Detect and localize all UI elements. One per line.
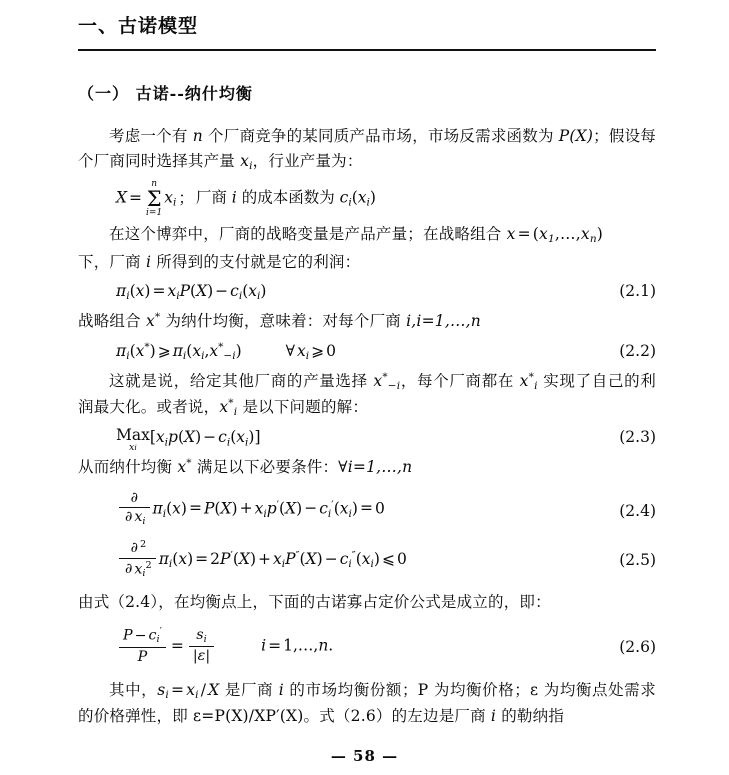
equation-2-2 [78, 339, 656, 365]
equation-2-5 [78, 540, 656, 580]
p1-text-d: ，行业产量为： [252, 152, 363, 171]
equation-2-1-number: (2.1) [619, 282, 656, 301]
equation-2-3-number: (2.3) [619, 428, 656, 447]
p7-text-b: 是厂商 [219, 681, 279, 699]
p4-text-d: 是以下问题的解： [237, 397, 369, 416]
p7-text-d: 的勒纳指 [496, 707, 565, 726]
paragraph-3: 战略组合 x* 为纳什均衡，意味着：对每个厂商 i,i=1,…,n [78, 311, 481, 331]
page-title: 一、古诺模型 [78, 15, 199, 37]
p4-text-b: ，每个厂商都在 [400, 371, 520, 390]
p1-text-c: ；假设每个厂商同时选择其产量 [78, 127, 656, 171]
p3-text-a: 战略组合 [78, 312, 146, 331]
p2-text-a: 在这个博弈中，厂商的战略变量是产品产量；在战略组合 [109, 225, 507, 244]
equation-2-4-body: $\frac{\partial}{\partial x_i}$ $\pi_i(x) = P(X) + x_ip'(X) - c_i'(x_i) = 0$ [116, 491, 385, 528]
equation-2-6-number: (2.6) [619, 638, 656, 657]
paragraph-6: 由式（2.4），在均衡点上，下面的古诺寡占定价公式是成立的，即： [78, 593, 551, 612]
equation-2-6 [78, 627, 656, 666]
paragraph-2: 在这个博弈中，厂商的战略变量是产品产量；在战略组合 $x = (x_1,\dots,x_n)$ [109, 225, 604, 246]
max-operator: Max xi [116, 426, 150, 454]
page-content [78, 12, 656, 731]
inline-xi: x [240, 152, 250, 171]
equation-2-1-body: $\pi_i(x) = x_iP(X) - c_i(x_i)$ [116, 282, 267, 303]
summation-symbol: n Σ i=1 [146, 179, 163, 219]
share-elasticity-fraction: $\frac{s_i}{|\varepsilon|}$ [189, 627, 214, 664]
p7-text-c: 的市场均衡份额；P 为均衡价格；ε 为均衡点处需求的价格弹性，即 ε=P(X)/XP′(X)。式（2.6）的左边是厂商 [78, 681, 656, 726]
page-number: — 58 — [330, 747, 399, 765]
inline-px: P(X) [558, 127, 594, 146]
var-n: n [192, 127, 203, 146]
equation-2-4 [78, 491, 656, 528]
p1-text-b: 个厂商竞争的某同质产品市场，市场反需求函数为 [202, 127, 559, 146]
equation-2-6-body: $\frac{P - c_i'}{P}$ = $\frac{s_i}{|\varepsilon|}$ i = 1,…,n. [116, 627, 333, 666]
p5-text-a: 从而纳什均衡 [78, 458, 178, 477]
paragraph-7: 其中，$s_i = x_i / X$ 是厂商 i 的市场均衡份额；P 为均衡价格；ε 为均衡点处需求的价格弹性，即 ε=P(X)/XP′(X)。式（2.6）的左边是厂商 i 的勒纳指 [78, 681, 656, 726]
p4-text-a: 这就是说，给定其他厂商的产量选择 [109, 371, 374, 390]
inline-xi-sub: i [249, 160, 253, 173]
equation-2-2-body: $\pi_i(x^*)$ ⩾ $\pi_i(x_i,x^*_{-i})$ ∀ $x_i$ ⩾ 0 [116, 340, 337, 362]
equation-2-3-body: Max xi $[x_ip(X) - c_i(x_i)]$ [116, 426, 261, 454]
partial-derivative-2: $\frac{\partial ^2}{\partial x_i^2}$ [119, 539, 156, 579]
p4-text-c: 实现了自己的利润最大化。或者说， [78, 371, 656, 416]
equation-2-5-number: (2.5) [619, 551, 656, 569]
equation-2-1 [78, 279, 656, 305]
paragraph-1 [78, 124, 656, 175]
p5-index: i=1,…,n [347, 458, 413, 477]
p7-var-i: i [278, 681, 284, 699]
equation-2-5-body: $\frac{\partial ^2}{\partial x_i^2}$ $\pi_i(x) = 2P'(X) + x_iP''(X) - c_i''(x_i)$ ⩽ 0 [116, 540, 407, 580]
var-i: i [145, 253, 152, 272]
p1-text-a: 考虑一个有 [109, 127, 193, 146]
paragraph-4: 这就是说，给定其他厂商的产量选择 $x^*_{-i}$，每个厂商都在 $x^*_i$ 实现了自己的利润最大化。或者说，$x^*_i$ 是以下问题的解： [78, 370, 656, 419]
lerner-index-fraction: $\frac{P - c_i'}{P}$ [119, 626, 166, 665]
p3-index: i,i=1,…,n [406, 312, 481, 331]
equation-X-body: X = n Σ i=1 $x_i$ ； 厂商 i 的成本函数为 $c_i(x_i)$ [116, 179, 376, 219]
p5-text-b: 满足以下必要条件：∀ [191, 458, 348, 477]
equation-2-4-number: (2.4) [619, 501, 656, 520]
paragraph-2-cont [78, 250, 656, 275]
p3-text-b: 为纳什均衡，意味着：对每个厂商 [160, 312, 407, 331]
p2-text-b: 下，厂商 [78, 253, 146, 272]
equation-X [78, 179, 656, 218]
p2-text-c: 所得到的支付就是它的利润： [151, 253, 361, 272]
equation-2-3 [78, 425, 656, 454]
paragraph-5: 从而纳什均衡 x* 满足以下必要条件：∀i=1,…,n [78, 457, 413, 477]
p7-text-a: 其中， [109, 681, 158, 699]
title-divider [78, 49, 656, 51]
equation-2-2-number: (2.2) [619, 341, 656, 360]
partial-derivative-1: $\frac{\partial}{\partial x_i}$ [119, 490, 150, 527]
inline-strategy-combo: x [506, 225, 516, 244]
section-heading: （一） 古诺--纳什均衡 [78, 83, 253, 103]
